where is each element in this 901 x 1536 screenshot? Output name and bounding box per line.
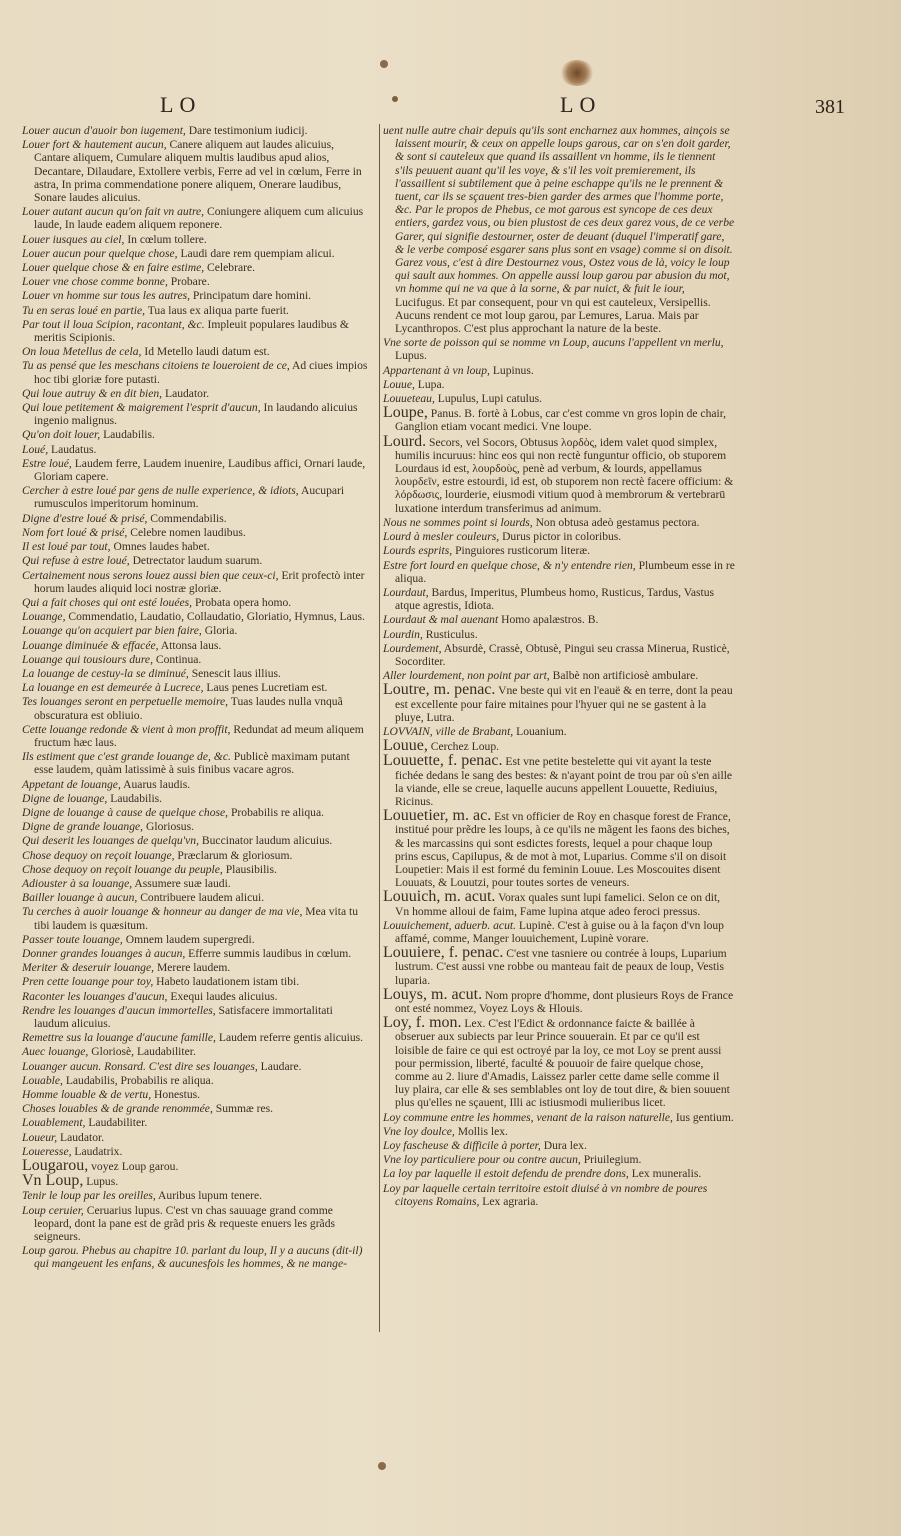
- dictionary-entry: [383, 739, 735, 753]
- dictionary-entry: [22, 610, 370, 623]
- entry-latin: Laudem ferre, Laudem inuenire, Laudibus affici, Ornari laude, Gloriam capere.: [34, 456, 366, 484]
- entry-latin: Ad ciues impios hoc tibi gloriæ fore putasti.: [34, 359, 368, 386]
- entry-french: Louuetier, m. ac.: [383, 807, 492, 825]
- entry-french: Appartenant à vn loup,: [383, 363, 490, 377]
- dictionary-entry: [22, 1060, 370, 1073]
- entry-latin: Aucupari rumusculos imperitorum hominum.: [34, 484, 345, 511]
- dictionary-entry: [22, 1102, 370, 1115]
- entry-latin: Est vn officier de Roy en chasque forest de France, institué pour prẽdre les loups, à ce qu'ils ne mãgent les faons des biches, & les marcassins qui sont esdictes forests, lequel a pour chaque loup prins escus, Capilupus, & de mot à mot, Luparius. Comme s'il on disoit Loupetier: Mais il est formé du feminin Louue. Les Moscouites disent Louuats, & Louutzi, pour toutes sortes de veneurs.: [395, 810, 731, 890]
- entry-latin: Senescit laus illius.: [191, 666, 281, 680]
- dictionary-entry: [383, 586, 735, 612]
- running-header-right: LO: [560, 92, 602, 117]
- entry-french: Vne loy particuliere pour ou contre aucun,: [383, 1153, 581, 1167]
- dictionary-entry: [22, 947, 370, 960]
- dictionary-entry: [22, 1189, 370, 1202]
- entry-latin: Secors, vel Socors, Obtusus λορδὸς, idem valet quod simplex, humilis incuruus: hinc eos qui non rectè funguntur officio, ob stuporem Lourdaus id est, λουρδοὺς, penè ad verbum, & lourds, appellamus λουρδεῖν, estre estourdi, id est, ob stuporem non rectè facere officium: & λόρδωσις, lourderie, eiusmodi vitium quod à membrorum & vertebrarū luxatione interdum transferimus ad animum.: [395, 435, 734, 515]
- entry-latin: Redundat ad meum aliquem fructum hæc laus.: [34, 722, 364, 749]
- entry-french: Louange diminuée & effacée,: [22, 638, 159, 652]
- dictionary-entry: [22, 205, 370, 231]
- entry-french: Rendre les louanges d'aucun immortelles,: [22, 1003, 216, 1017]
- entry-latin: Dura lex.: [543, 1139, 587, 1153]
- dictionary-entry: [22, 961, 370, 974]
- entry-french: Bailler louange à aucun,: [22, 891, 138, 905]
- dictionary-entry: [22, 1116, 370, 1129]
- dictionary-entry: [383, 516, 735, 529]
- entry-french: Tenir le loup par les oreilles,: [22, 1189, 156, 1203]
- dictionary-entry: [22, 975, 370, 988]
- dictionary-entry: [22, 834, 370, 847]
- entry-french: On loua Metellus de cela,: [22, 345, 142, 359]
- entry-latin: Lex. C'est l'Edict & ordonnance faicte & baillée à obseruer aux subiects par leur Prince souuerain. Et par ce qu'il est loisible de faire ce qui est octroyé par la loy, ce mot Loy se prent aussi pour permission, liberté, faculté & pouuoir de faire quelque chose, comme au 2. liure d'Amadis, Laissez parler cette dame selle comme il luy plaira, car elle & ses semblables ont loy de tout dire, & bien souuent plus qu'elles ne sçauent, Illi ac istiusmodi mulieribus licet.: [395, 1017, 730, 1110]
- left-column: [22, 124, 370, 1272]
- dictionary-entry: [22, 540, 370, 553]
- entry-french: Lourdaut,: [383, 585, 429, 599]
- entry-french: Remettre sus la louange d'aucune famille,: [22, 1031, 216, 1045]
- entry-latin: Laudatus.: [51, 442, 97, 456]
- entry-latin: Attonsa laus.: [160, 638, 222, 652]
- entry-latin: Laus penes Lucretiam est.: [206, 681, 328, 695]
- entry-french: Digne d'estre loué & prisé,: [22, 511, 148, 525]
- dictionary-entry: [22, 778, 370, 791]
- entry-latin: Tuas laudes nulla vnquã obscuratura est obliuio.: [34, 695, 343, 722]
- entry-french: Loy par laquelle certain territoire estoit diuisé à vn nombre de poures citoyens Romains,: [383, 1181, 708, 1208]
- entry-french: Il est loué par tout,: [22, 540, 111, 554]
- entry-latin: Lupulus, Lupi catulus.: [437, 392, 543, 406]
- entry-french: Digne de louange à cause de quelque chose,: [22, 805, 229, 819]
- entry-french: Louer autant aucun qu'on fait vn autre,: [22, 205, 205, 219]
- dictionary-entry: [22, 443, 370, 456]
- dictionary-entry: [383, 613, 735, 626]
- entry-latin: Plumbeum esse in re aliqua.: [395, 558, 735, 585]
- entry-latin: Canere aliquem aut laudes alicuius, Cantare aliquem, Cumulare aliquem multis laudibus apud alios, Decantare, Dilaudare, Extollere verbis, Ferre ad vel in cœlum, Ferre in astra, In prima commendatione ponere aliquem, Onerare laudibus, Sonare laudes alicuius.: [34, 138, 362, 205]
- column-divider: [379, 124, 380, 1332]
- dictionary-entry: [22, 1159, 370, 1173]
- dictionary-entry: [383, 378, 735, 391]
- entry-french: Lourdement,: [383, 641, 442, 655]
- entry-latin: Honestus.: [154, 1088, 201, 1102]
- dictionary-entry: [22, 484, 370, 510]
- entry-french: Louer iusques au ciel,: [22, 232, 125, 246]
- dictionary-entry: [22, 792, 370, 805]
- dictionary-entry: [383, 1182, 735, 1208]
- entry-latin: Laudabilis.: [110, 791, 163, 805]
- entry-french: Tu cerches à auoir louange & honneur au danger de ma vie,: [22, 905, 303, 919]
- dictionary-entry: [383, 1167, 735, 1180]
- entry-french: Ils estiment que c'est grande louange de, &c.: [22, 750, 231, 764]
- dictionary-entry: [383, 754, 735, 808]
- entry-french: Louable,: [22, 1073, 63, 1087]
- entry-latin: Ius gentium.: [675, 1110, 734, 1124]
- page-number: 381: [815, 96, 845, 118]
- entry-french: Estre fort lourd en quelque chose, & n'y entendre rien,: [383, 558, 636, 572]
- entry-french: Loupe,: [383, 404, 428, 422]
- entry-latin: Laudem referre gentis alicuius.: [218, 1031, 364, 1045]
- entry-latin: Priuilegium.: [583, 1153, 642, 1167]
- dictionary-entry: [383, 559, 735, 585]
- entry-french: La loy par laquelle il estoit defendu de prendre dons,: [383, 1167, 629, 1181]
- ink-stain: [560, 60, 594, 86]
- dictionary-entry: [383, 642, 735, 668]
- dictionary-entry: [22, 1088, 370, 1101]
- dictionary-entry: [383, 985, 735, 1015]
- entry-french: La louange de cestuy-la se diminué,: [22, 666, 189, 680]
- entry-latin: Auribus lupum tenere.: [158, 1189, 263, 1203]
- dictionary-entry: [22, 863, 370, 876]
- entry-french: Louuiere, f. penac.: [383, 944, 504, 962]
- entry-latin: Tua laus ex aliqua parte fuerit.: [147, 303, 289, 317]
- entry-latin: Assumere suæ laudi.: [134, 876, 231, 890]
- dictionary-entry: [22, 1074, 370, 1087]
- entry-latin: Probata opera homo.: [194, 595, 292, 609]
- entry-french: Qu'on doit louer,: [22, 428, 101, 442]
- dictionary-entry: [22, 428, 370, 441]
- entry-french: Louys, m. acut.: [383, 985, 483, 1003]
- entry-latin: Plausibilis.: [225, 862, 277, 876]
- entry-latin: C'est vne tasniere ou contrée à loups, Luparium lustrum. C'est aussi vne robbe ou manteau fait de peaux de loup, Vestis luparia.: [395, 947, 727, 987]
- entry-french: Pren cette louange pour toy,: [22, 975, 154, 989]
- entry-latin: Coniungere aliquem cum alicuius laude, In laude eadem aliquem reponere.: [34, 205, 364, 232]
- entry-latin: Probare.: [170, 275, 210, 289]
- entry-french: Vne sorte de poisson qui se nomme vn Loup, aucuns l'appellent vn merlu,: [383, 336, 724, 350]
- dictionary-entry: [22, 990, 370, 1003]
- entry-french: Certainement nous serons louez aussi bien que ceux-ci,: [22, 568, 279, 582]
- dictionary-entry: [383, 392, 735, 405]
- entry-french: Louer vne chose comme bonne,: [22, 275, 168, 289]
- entry-french: Choses louables & de grande renommée,: [22, 1102, 213, 1116]
- entry-latin: Commendatio, Laudatio, Collaudatio, Gloriatio, Hymnus, Laus.: [68, 610, 365, 624]
- entry-french: Raconter les louanges d'aucun,: [22, 989, 168, 1003]
- entry-french: Aller lourdement, non point par art,: [383, 669, 550, 683]
- entry-latin: Gloria.: [204, 624, 238, 638]
- entry-french: Louueteau,: [383, 392, 435, 406]
- dictionary-entry: [22, 289, 370, 302]
- entry-latin: Summæ res.: [215, 1102, 274, 1116]
- dictionary-entry: [22, 554, 370, 567]
- entry-french: Louange qui tousiours dure,: [22, 652, 153, 666]
- entry-latin: Omnes laudes habet.: [113, 540, 210, 554]
- entry-latin: Auarus laudis.: [123, 777, 191, 791]
- dictionary-entry: [383, 725, 735, 738]
- dictionary-entry: [383, 946, 735, 987]
- entry-latin: Lex agraria.: [482, 1194, 539, 1208]
- dictionary-entry: [22, 1204, 370, 1244]
- entry-french: Louer quelque chose & en faire estime,: [22, 261, 205, 275]
- entry-french: Lourd.: [383, 432, 427, 450]
- dictionary-entry: [22, 905, 370, 931]
- dictionary-entry: [22, 138, 370, 204]
- entry-latin: Continua.: [155, 652, 202, 666]
- entry-latin: Commendabilis.: [150, 511, 227, 525]
- entry-french: Chose dequoy on reçoit louange,: [22, 848, 175, 862]
- entry-french: Louuichement, aduerb. acut.: [383, 918, 516, 932]
- entry-french: Loueresse,: [22, 1144, 72, 1158]
- entry-french: Louuette, f. penac.: [383, 752, 503, 770]
- dictionary-entry: [22, 723, 370, 749]
- entry-latin: Publicè maximam putant esse laudem, quàm latissimè à suis finibus vacare agros.: [34, 750, 350, 777]
- entry-french: Lourds esprits,: [383, 544, 453, 558]
- dictionary-entry: [22, 1174, 370, 1188]
- entry-latin: Laudatrix.: [74, 1144, 123, 1158]
- dictionary-entry: [383, 1125, 735, 1138]
- dictionary-entry: [22, 877, 370, 890]
- entry-french: LOVVAIN, ville de Brabant,: [383, 724, 514, 738]
- entry-french: Tu as pensé que les meschans citoiens te loueroient de ce,: [22, 359, 290, 373]
- entry-latin: Non obtusa adeò gestamus pectora.: [535, 515, 700, 529]
- entry-french: Loy fascheuse & difficile à porter,: [383, 1139, 541, 1153]
- entry-latin: Celebre nomen laudibus.: [130, 525, 246, 539]
- entry-latin: Erit profectò inter horum laudes aliquid loci nostræ gloriæ.: [34, 568, 365, 595]
- dictionary-entry: [383, 1111, 735, 1124]
- dictionary-entry: [22, 624, 370, 637]
- dictionary-entry: [22, 667, 370, 680]
- dictionary-entry: [383, 683, 735, 724]
- dictionary-entry: [383, 809, 735, 889]
- entry-french: Qui a fait choses qui ont esté louées,: [22, 595, 193, 609]
- dictionary-entry: [22, 933, 370, 946]
- entry-latin: Nom propre d'homme, dont plusieurs Roys de France ont esté nommez, Voyez Loys & Hlouis.: [395, 988, 734, 1015]
- entry-latin: Lupinus.: [492, 363, 534, 377]
- entry-french: Qui deserit les louanges de quelqu'vn,: [22, 834, 199, 848]
- entry-french: Tes louanges seront en perpetuelle memoire,: [22, 695, 229, 709]
- entry-french: Appetant de louange,: [22, 777, 121, 791]
- dictionary-entry: [22, 359, 370, 385]
- entry-latin: Absurdè, Crassè, Obtusè, Pingui seu crassa Minerua, Rusticè, Socorditer.: [395, 641, 730, 668]
- dictionary-entry: [383, 364, 735, 377]
- dictionary-entry: [22, 275, 370, 288]
- dictionary-entry: [22, 681, 370, 694]
- entry-latin: Gloriosus.: [145, 820, 194, 834]
- ink-spot: [378, 1462, 386, 1470]
- dictionary-entry: [22, 526, 370, 539]
- dictionary-entry: [22, 1244, 370, 1270]
- entry-latin: Laudator.: [164, 386, 210, 400]
- entry-latin: Lupus.: [395, 349, 427, 363]
- ink-spot: [392, 96, 398, 102]
- dictionary-entry: [22, 849, 370, 862]
- entry-french: Nous ne sommes point si lourds,: [383, 515, 533, 529]
- entry-latin: Laudabilis.: [103, 428, 155, 442]
- entry-french: Louanger aucun. Ronsard. C'est dire ses louanges,: [22, 1059, 258, 1073]
- dictionary-entry: [22, 750, 370, 776]
- entry-latin: Dare testimonium iudicij.: [188, 124, 308, 137]
- dictionary-entry: [383, 919, 735, 945]
- entry-french: Lourdin,: [383, 627, 423, 641]
- entry-french: Estre loué,: [22, 456, 72, 470]
- entry-french: Loy commune entre les hommes, venant de la raison naturelle,: [383, 1110, 673, 1124]
- dictionary-entry: [22, 596, 370, 609]
- entry-latin: Celebrare.: [207, 261, 256, 275]
- entry-french: Digne de louange,: [22, 791, 108, 805]
- dictionary-entry: [383, 406, 735, 433]
- dictionary-entry: [22, 387, 370, 400]
- entry-french: uent nulle autre chair depuis qu'ils sont encharnez aux hommes, ainçois se laissent mourir, & ceux on appelle loups garous, car on s'en doit garder, & sont si cauteleux que quand ils assaillent vn homme, ils le tiennent s'ils peuuent auant qu'il les voye, & s'il les voit premierement, ils l'assaillent si subtilement que à peine eschappe qu'ils ne le prennent & tuent, car ils se sçauent tres-bien garder des armes que l'homme porte, &c. Par le propos de Phebus, ce mot garous est syncope de ces deux entiers, gardez vous, ou bien plustost de ces deux garez vous, de ce verbe Garer, qui signifie destourner, oster de deuant (duquel l'imperatif gare, & le verbe composé esgarer sans plus sont en vsage) comme si on disoit. Garez vous, c'est à dire Destournez vous, Ostez vous de là, voicy le loup qui sault aux hommes. On appelle aussi loup garou par abusion du mot, vn homme qui ne va que à la sorne, & par nuict, & fuit le iour,: [383, 124, 735, 296]
- entry-latin: Rusticulus.: [425, 627, 478, 641]
- entry-french: Qui refuse à estre loué,: [22, 554, 130, 568]
- dictionary-entry: [22, 569, 370, 595]
- entry-french: Loué,: [22, 442, 49, 456]
- entry-latin: Louanium.: [516, 724, 567, 738]
- entry-french: Cercher à estre loué par gens de nulle experience, & idiots,: [22, 484, 299, 498]
- entry-latin: Efferre summis laudibus in cœlum.: [188, 946, 352, 960]
- dictionary-entry: [22, 1045, 370, 1058]
- entry-latin: Lupa.: [417, 377, 445, 391]
- entry-french: Loup garou. Phebus au chapitre 10. parlant du loup, Il y a aucuns (dit-il) qui mangeuent les enfans, & aucunesfois les hommes, & ne mange-: [22, 1244, 363, 1271]
- entry-french: Louer fort & hautement aucun,: [22, 138, 167, 152]
- entry-latin: Contribuere laudem alicui.: [140, 891, 265, 905]
- dictionary-entry: [22, 318, 370, 344]
- entry-french: Vn Loup,: [22, 1172, 84, 1190]
- entry-latin: Habeto laudationem istam tibi.: [156, 975, 300, 989]
- dictionary-entry: [22, 695, 370, 721]
- entry-french: Meriter & deseruir louange,: [22, 961, 155, 975]
- entry-french: Louuich, m. acut.: [383, 888, 496, 906]
- dictionary-entry: [383, 628, 735, 641]
- entry-french: Passer toute louange,: [22, 932, 123, 946]
- entry-latin: Detrectator laudum suarum.: [132, 554, 263, 568]
- entry-french: Vne loy doulce,: [383, 1124, 455, 1138]
- entry-french: La louange en est demeurée à Lucrece,: [22, 681, 204, 695]
- entry-french: Digne de grande louange,: [22, 820, 144, 834]
- entry-latin: Merere laudem.: [156, 961, 231, 975]
- entry-french: Tu en seras loué en partie,: [22, 303, 146, 317]
- entry-latin: Exequi laudes alicuius.: [170, 989, 278, 1003]
- entry-french: Auec louange,: [22, 1045, 89, 1059]
- dictionary-entry: [22, 457, 370, 483]
- entry-latin: voyez Loup garou.: [91, 1160, 179, 1174]
- right-column: [383, 124, 735, 1209]
- entry-french: Louer aucun d'auoir bon iugement,: [22, 124, 186, 137]
- dictionary-entry: [383, 432, 735, 515]
- entry-latin: Mollis lex.: [457, 1124, 508, 1138]
- dictionary-entry: [22, 1004, 370, 1030]
- entry-french: Chose dequoy on reçoit louange du peuple,: [22, 862, 223, 876]
- entry-latin: Lupus.: [86, 1175, 119, 1189]
- entry-french: Lourd à mesler couleurs,: [383, 530, 500, 544]
- entry-latin: Durus pictor in coloribus.: [502, 530, 622, 544]
- dictionary-entry: [22, 1031, 370, 1044]
- entry-latin: Id Metello laudi datum est.: [144, 345, 270, 359]
- dictionary-entry: [383, 1139, 735, 1152]
- dictionary-entry: [22, 1131, 370, 1144]
- entry-french: Lourdaut & mal auenant: [383, 613, 499, 627]
- dictionary-entry: [22, 891, 370, 904]
- dictionary-entry: [22, 233, 370, 246]
- dictionary-entry: [22, 806, 370, 819]
- entry-french: Par tout il loua Scipion, racontant, &c.: [22, 317, 205, 331]
- entry-french: Donner grandes louanges à aucun,: [22, 946, 186, 960]
- entry-french: Loueur,: [22, 1130, 58, 1144]
- entry-french: Louablement,: [22, 1116, 86, 1130]
- dictionary-entry: [22, 512, 370, 525]
- entry-latin: Balbè non artificiosè ambulare.: [552, 669, 699, 683]
- entry-latin: Pinguiores rusticorum literæ.: [455, 544, 590, 558]
- dictionary-entry: [383, 1153, 735, 1166]
- entry-latin: Buccinator laudum alicuius.: [201, 834, 333, 848]
- entry-latin: In laudando alicuius ingenio malignus.: [34, 401, 358, 428]
- entry-latin: Omnem laudem supergredi.: [125, 932, 255, 946]
- entry-latin: Probabilis re aliqua.: [230, 805, 325, 819]
- dictionary-entry: [383, 890, 735, 917]
- dictionary-entry: [22, 639, 370, 652]
- dictionary-entry: [22, 345, 370, 358]
- entry-french: Louue,: [383, 377, 415, 391]
- entry-latin: Principatum dare homini.: [192, 289, 312, 303]
- entry-latin: Ceruarius lupus. C'est vn chas sauuage grand comme leopard, dont la pane est de grãd pris & requeste enuers les grãds seigneurs.: [34, 1203, 336, 1244]
- entry-latin: Homo apalæstros. B.: [501, 613, 599, 627]
- dictionary-entry: [22, 653, 370, 666]
- entry-latin: Bardus, Imperitus, Plumbeus homo, Rusticus, Tardus, Vastus atque agrestis, Idiota.: [395, 585, 715, 613]
- dictionary-entry: [22, 247, 370, 260]
- dictionary-entry: [22, 820, 370, 833]
- entry-latin: Impleuit populares laudibus & meritis Scipionis.: [34, 317, 349, 345]
- entry-latin: Vne beste qui vit en l'eauë & en terre, dont la peau est excellente pour faire mitaines pour l'hyuer qui ne se gastent à la pluye, Lutra.: [395, 684, 733, 724]
- entry-french: Lougarou,: [22, 1157, 89, 1175]
- entry-french: Qui loue autruy & en dit bien,: [22, 386, 163, 400]
- entry-french: Adiouster à sa louange,: [22, 876, 133, 890]
- entry-latin: Laudabiliter.: [88, 1116, 148, 1130]
- entry-latin: Gloriosè, Laudabiliter.: [91, 1045, 196, 1059]
- entry-french: Loutre, m. penac.: [383, 681, 496, 699]
- entry-french: Louer vn homme sur tous les autres,: [22, 289, 190, 303]
- entry-latin: Laudare.: [260, 1059, 302, 1073]
- entry-french: Qui loue petitement & maigrement l'esprit d'aucun,: [22, 401, 261, 415]
- entry-latin: Lex muneralis.: [631, 1167, 702, 1181]
- entry-french: Loup ceruier,: [22, 1203, 84, 1217]
- entry-french: Cette louange redonde & vient à mon proffit,: [22, 722, 231, 736]
- dictionary-entry: [383, 336, 735, 362]
- entry-french: Louange,: [22, 610, 66, 624]
- running-header-left: LO: [160, 92, 202, 117]
- entry-latin: Laudator.: [60, 1130, 105, 1144]
- entry-latin: Lucifugus. Et par consequent, pour vn qui est cauteleux, Versipellis. Aucuns rendent ce mot loup garou, par Lemures, Larua. Mais par Lycanthropos. C'est plus approchant la nature de la beste.: [395, 295, 711, 336]
- dictionary-entry: [22, 261, 370, 274]
- entry-latin: Cerchez Loup.: [430, 740, 500, 754]
- dictionary-entry: [383, 1016, 735, 1109]
- dictionary-entry: [383, 124, 735, 335]
- entry-latin: Præclarum & gloriosum.: [177, 848, 293, 862]
- entry-french: Homme louable & de vertu,: [22, 1088, 152, 1102]
- entry-french: Nom fort loué & prisé,: [22, 525, 128, 539]
- entry-latin: In cœlum tollere.: [127, 232, 207, 246]
- dictionary-entry: [22, 401, 370, 427]
- dictionary-entry: [383, 530, 735, 543]
- entry-latin: Mea vita tu tibi laudem is quæsitum.: [34, 905, 359, 932]
- dictionary-entry: [22, 124, 370, 137]
- entry-latin: Panus. B. fortè à Lobus, car c'est comme vn gros lopin de chair, Ganglion etiam vocant medici. Vne loupe.: [395, 407, 727, 434]
- entry-latin: Satisfacere immortalitati laudum alicuius.: [34, 1003, 333, 1030]
- entry-latin: Est vne petite bestelette qui vit ayant la teste fichée dedans le sang des bestes: & n'ayant point de trou par où s'en aille la viande, elle se creue, laquelle aucuns appellent Louuette, Rediuius, Ricinus.: [395, 755, 733, 808]
- entry-french: Louue,: [383, 737, 428, 755]
- entry-french: Louange qu'on acquiert par bien faire,: [22, 624, 202, 638]
- entry-french: Louer aucun pour quelque chose,: [22, 246, 178, 260]
- entry-latin: Vorax quales sunt lupi famelici. Selon ce on dit, Vn homme alloui de faim, Fame lupina atque adeo feroci pressus.: [395, 891, 721, 918]
- entry-latin: Laudabilis, Probabilis re aliqua.: [65, 1073, 214, 1087]
- dictionary-entry: [383, 544, 735, 557]
- dictionary-entry: [22, 304, 370, 317]
- entry-latin: Laudi dare rem quempiam alicui.: [180, 246, 335, 260]
- entry-french: Loy, f. mon.: [383, 1014, 462, 1032]
- entry-latin: Lupinè. C'est à guise ou à la façon d'vn loup affamé, comme, Manger louuichement, Lupinè vorare.: [395, 918, 724, 945]
- ink-spot: [380, 60, 388, 68]
